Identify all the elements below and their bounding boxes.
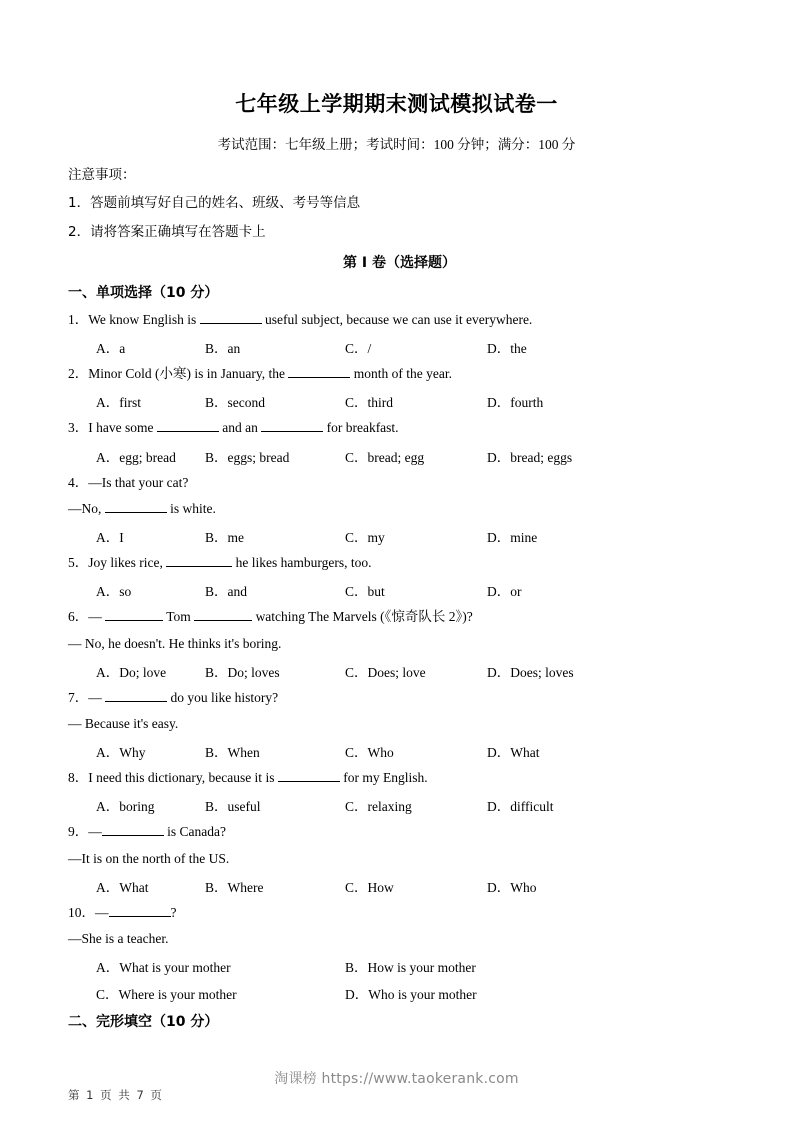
q3-text-after: for breakfast. <box>323 420 399 436</box>
question-1-options <box>68 337 728 356</box>
q3-blank-2 <box>261 431 323 432</box>
note-item-2 <box>68 220 728 240</box>
site-watermark: 淘课榜 https://www.taokerank.com <box>274 1071 519 1087</box>
notes-heading: 注意事项： <box>68 167 136 183</box>
question-4-stem <box>68 474 728 492</box>
q6-option-a[interactable]: A．Do; love <box>96 664 167 680</box>
q4-option-b[interactable]: B．me <box>205 530 244 546</box>
q1-blank <box>200 323 262 324</box>
question-6-stem <box>68 608 728 626</box>
q5-number: 5． <box>68 555 89 571</box>
q2-text-after: month of the year. <box>350 366 452 382</box>
question-4-reply <box>68 500 728 518</box>
q1-option-d[interactable]: D．the <box>487 341 527 357</box>
note-2-text: 2．请将答案正确填写在答题卡上 <box>68 224 266 240</box>
q9-option-c[interactable]: C．How <box>345 879 394 895</box>
question-5-stem <box>68 554 728 572</box>
q6-option-d[interactable]: D．Does; loves <box>487 664 574 680</box>
q10-option-c[interactable]: C．Where is your mother <box>96 987 237 1003</box>
q1-text-before: We know English is <box>88 312 200 327</box>
q9-option-a[interactable]: A．What <box>96 879 149 895</box>
q7-option-d[interactable]: D．What <box>487 745 540 761</box>
question-2-stem <box>68 365 728 383</box>
question-4-options <box>68 526 728 545</box>
section-heading-1: 一、单项选择（10 分） <box>68 285 219 301</box>
q4-option-c[interactable]: C．my <box>345 530 385 546</box>
document-body <box>68 163 728 1040</box>
q3-text-before: I have some <box>88 420 157 436</box>
q8-option-c[interactable]: C．relaxing <box>345 799 412 815</box>
q7-option-a[interactable]: A．Why <box>96 745 146 761</box>
q2-text-before: Minor Cold (小寒) is in January, the <box>88 366 289 382</box>
question-2-options <box>68 391 728 410</box>
q5-text-after: he likes hamburgers, too. <box>232 555 372 571</box>
q6-text-mid: Tom <box>163 609 195 625</box>
section-heading-2: 二、完形填空（10 分） <box>68 1014 219 1031</box>
q7-number: 7． <box>68 689 89 705</box>
q5-text-before: Joy likes rice, <box>88 555 167 571</box>
q5-blank <box>166 566 232 567</box>
q4-blank <box>105 512 167 513</box>
exam-info-line: 考试范围：七年级上册；考试时间：100 分钟；满分：100 分 <box>217 137 576 152</box>
q7-blank <box>105 701 167 702</box>
q7-option-b[interactable]: B．When <box>205 745 260 761</box>
q3-option-c[interactable]: C．bread; egg <box>345 449 425 465</box>
q10-option-b[interactable]: B．How is your mother <box>345 960 476 976</box>
q4-option-d[interactable]: D．mine <box>487 530 538 546</box>
q10-option-d[interactable]: D．Who is your mother <box>345 987 477 1003</box>
q1-option-c[interactable]: C．/ <box>345 341 372 357</box>
question-8-stem <box>68 769 728 787</box>
page-number-footer: 第 1 页 共 7 页 <box>68 1088 164 1102</box>
q3-number: 3． <box>68 420 89 436</box>
q6-option-b[interactable]: B．Do; loves <box>205 664 280 680</box>
question-7-stem <box>68 689 728 707</box>
question-1-stem <box>68 311 728 329</box>
q4-option-a[interactable]: A．I <box>96 530 124 546</box>
q8-option-a[interactable]: A．boring <box>96 799 155 815</box>
q10-text-after: ? <box>170 904 177 920</box>
question-3-options <box>68 446 728 465</box>
q5-option-c[interactable]: C．but <box>345 584 385 600</box>
q8-blank <box>278 781 340 782</box>
q9-text-before: — <box>88 824 102 840</box>
q2-number: 2． <box>68 366 89 382</box>
q8-option-b[interactable]: B．useful <box>205 799 261 815</box>
q3-blank-1 <box>157 431 219 432</box>
q3-option-b[interactable]: B．eggs; bread <box>205 449 290 465</box>
q4-number: 4． <box>68 474 89 490</box>
question-3-stem <box>68 419 728 437</box>
q4-reply-before: —No, <box>68 500 105 516</box>
q10-text-before: — <box>95 904 109 920</box>
q2-option-a[interactable]: A．first <box>96 395 141 411</box>
q5-option-d[interactable]: D．or <box>487 584 522 600</box>
q4-reply-after: is white. <box>166 500 216 516</box>
q6-blank-1 <box>105 620 163 621</box>
q9-option-b[interactable]: B．Where <box>205 879 264 895</box>
q10-blank <box>109 916 171 917</box>
question-10-stem <box>68 904 728 922</box>
question-8-options <box>68 795 728 814</box>
q9-text-after: is Canada? <box>163 824 226 840</box>
q7-option-c[interactable]: C．Who <box>345 745 394 761</box>
question-9-options <box>68 876 728 895</box>
q1-number: 1． <box>68 312 89 327</box>
q6-text-after: watching The Marvels (《惊奇队长 2》)? <box>252 609 473 625</box>
q9-number: 9． <box>68 824 89 840</box>
q3-option-a[interactable]: A．egg; bread <box>96 449 176 465</box>
q8-number: 8． <box>68 770 89 786</box>
q3-option-d[interactable]: D．bread; eggs <box>487 449 573 465</box>
q1-option-a[interactable]: A．a <box>96 341 126 357</box>
q8-text-after: for my English. <box>339 770 428 786</box>
q7-text-after: do you like history? <box>167 689 279 705</box>
q5-option-a[interactable]: A．so <box>96 584 132 600</box>
q10-option-a[interactable]: A．What is your mother <box>96 960 231 976</box>
q5-option-b[interactable]: B．and <box>205 584 247 600</box>
question-10-options <box>68 956 728 1002</box>
question-5-options <box>68 580 728 599</box>
q6-number: 6． <box>68 609 89 625</box>
q10-number: 10． <box>68 904 95 920</box>
q2-option-d[interactable]: D．fourth <box>487 395 544 411</box>
question-6-reply: — No, he doesn't. He thinks it's boring. <box>68 635 282 651</box>
q8-text-before: I need this dictionary, because it is <box>88 770 278 786</box>
q3-text-mid: and an <box>218 420 262 436</box>
q6-text-before: — <box>88 609 106 625</box>
question-7-reply: — Because it's easy. <box>68 715 179 731</box>
question-7-options <box>68 741 728 760</box>
q8-option-d[interactable]: D．difficult <box>487 799 554 815</box>
q9-blank <box>102 835 164 836</box>
q1-text-after: useful subject, because we can use it everywhere. <box>261 312 533 327</box>
note-item-1 <box>68 191 728 211</box>
paper-heading: 第 I 卷（选择题） <box>343 255 456 271</box>
question-6-options <box>68 661 728 680</box>
q9-option-d[interactable]: D．Who <box>487 879 537 895</box>
question-10-reply: —She is a teacher. <box>68 931 169 947</box>
q2-option-b[interactable]: B．second <box>205 395 265 411</box>
page-title: 七年级上学期期末测试模拟试卷一 <box>235 92 558 116</box>
q1-option-b[interactable]: B．an <box>205 341 241 357</box>
q2-option-c[interactable]: C．third <box>345 395 394 411</box>
q6-blank-2 <box>194 620 252 621</box>
q7-text-before: — <box>88 689 106 705</box>
q6-option-c[interactable]: C．Does; love <box>345 664 426 680</box>
q2-blank <box>288 377 350 378</box>
question-9-reply: —It is on the north of the US. <box>68 850 230 866</box>
question-9-stem <box>68 823 728 841</box>
q4-text: —Is that your cat? <box>88 474 189 490</box>
note-1-text: 1．答题前填写好自己的姓名、班级、考号等信息 <box>68 195 361 211</box>
